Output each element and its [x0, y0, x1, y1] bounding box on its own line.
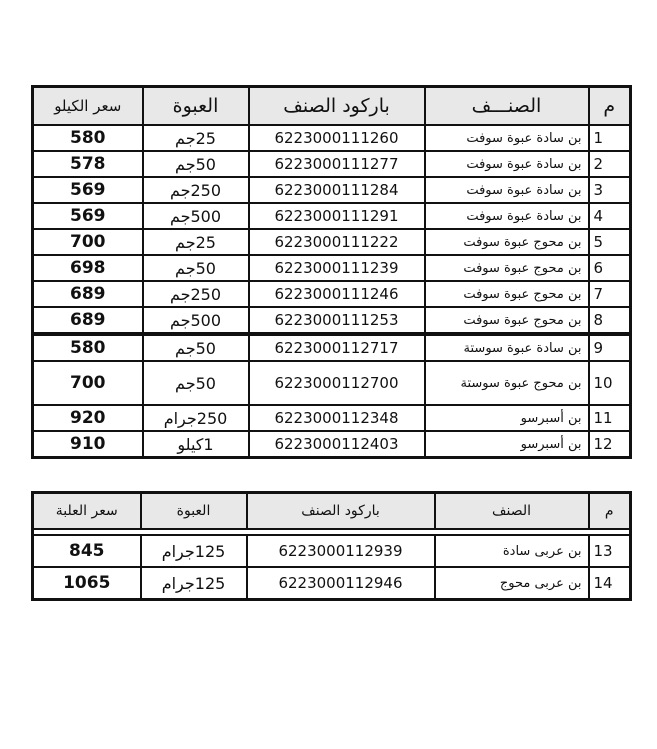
header-item: الصنف	[435, 493, 589, 530]
barcode: 6223000112717	[249, 334, 425, 361]
row-index: 9	[589, 334, 631, 361]
table-row	[33, 361, 631, 405]
row-index: 4	[589, 203, 631, 229]
price: 920	[33, 405, 143, 431]
header-pack: العبوة	[141, 493, 247, 530]
pack-size: 50جم	[143, 334, 249, 361]
header-barcode: باركود الصنف	[249, 87, 425, 126]
price-table-2	[31, 491, 632, 601]
item-name: بن عربى محوج	[435, 567, 589, 600]
table-row	[33, 334, 631, 361]
row-index: 3	[589, 177, 631, 203]
barcode: 6223000111239	[249, 255, 425, 281]
row-index: 12	[589, 431, 631, 458]
table-row	[33, 535, 631, 567]
item-name: بن عربى سادة	[435, 535, 589, 567]
row-index: 7	[589, 281, 631, 307]
pack-size: 250جم	[143, 281, 249, 307]
item-name: بن سادة عبوة سوفت	[425, 125, 589, 151]
item-name: بن سادة عبوة سوفت	[425, 151, 589, 177]
pack-size: 125جرام	[141, 535, 247, 567]
barcode: 6223000112403	[249, 431, 425, 458]
table-row	[33, 177, 631, 203]
pack-size: 125جرام	[141, 567, 247, 600]
barcode: 6223000112700	[249, 361, 425, 405]
barcode: 6223000111222	[249, 229, 425, 255]
barcode: 6223000111291	[249, 203, 425, 229]
table-row	[33, 307, 631, 334]
price: 580	[33, 125, 143, 151]
header-pack: العبوة	[143, 87, 249, 126]
pack-size: 50جم	[143, 361, 249, 405]
price: 845	[33, 535, 141, 567]
table-row	[33, 151, 631, 177]
item-name: بن محوج عبوة سوفت	[425, 281, 589, 307]
header-index: م	[589, 87, 631, 126]
header-item: الصنـــف	[425, 87, 589, 126]
table-row	[33, 567, 631, 600]
row-index: 8	[589, 307, 631, 334]
row-index: 11	[589, 405, 631, 431]
pack-size: 1كيلو	[143, 431, 249, 458]
barcode: 6223000111284	[249, 177, 425, 203]
price: 910	[33, 431, 143, 458]
price: 689	[33, 281, 143, 307]
price: 569	[33, 203, 143, 229]
header-barcode: باركود الصنف	[247, 493, 435, 530]
pack-size: 25جم	[143, 229, 249, 255]
pack-size: 250جرام	[143, 405, 249, 431]
table-row	[33, 281, 631, 307]
item-name: بن سادة عبوة سوفت	[425, 203, 589, 229]
pack-size: 500جم	[143, 307, 249, 334]
pack-size: 25جم	[143, 125, 249, 151]
table-row	[33, 229, 631, 255]
row-index: 6	[589, 255, 631, 281]
row-index: 1	[589, 125, 631, 151]
pack-size: 500جم	[143, 203, 249, 229]
item-name: بن سادة عبوة سوفت	[425, 177, 589, 203]
table-header-row	[33, 493, 631, 530]
price: 698	[33, 255, 143, 281]
header-price: سعر العلبة	[33, 493, 141, 530]
barcode: 6223000111260	[249, 125, 425, 151]
price: 700	[33, 229, 143, 255]
table-row	[33, 255, 631, 281]
table-row	[33, 405, 631, 431]
price: 700	[33, 361, 143, 405]
item-name: بن أسبرسو	[425, 405, 589, 431]
table-header-row	[33, 87, 631, 126]
barcode: 6223000111277	[249, 151, 425, 177]
barcode: 6223000111253	[249, 307, 425, 334]
price: 689	[33, 307, 143, 334]
table-row	[33, 203, 631, 229]
row-index: 5	[589, 229, 631, 255]
row-index: 14	[589, 567, 631, 600]
item-name: بن سادة عبوة سوستة	[425, 334, 589, 361]
price: 578	[33, 151, 143, 177]
barcode: 6223000112348	[249, 405, 425, 431]
header-index: م	[589, 493, 631, 530]
barcode: 6223000111246	[249, 281, 425, 307]
row-index: 13	[589, 535, 631, 567]
price-table-1	[31, 85, 632, 459]
barcode: 6223000112946	[247, 567, 435, 600]
pack-size: 50جم	[143, 151, 249, 177]
pack-size: 250جم	[143, 177, 249, 203]
item-name: بن أسبرسو	[425, 431, 589, 458]
price: 1065	[33, 567, 141, 600]
barcode: 6223000112939	[247, 535, 435, 567]
pack-size: 50جم	[143, 255, 249, 281]
price: 569	[33, 177, 143, 203]
item-name: بن محوج عبوة سوستة	[425, 361, 589, 405]
table-row	[33, 431, 631, 458]
price: 580	[33, 334, 143, 361]
item-name: بن محوج عبوة سوفت	[425, 307, 589, 334]
row-index: 10	[589, 361, 631, 405]
item-name: بن محوج عبوة سوفت	[425, 229, 589, 255]
item-name: بن محوج عبوة سوفت	[425, 255, 589, 281]
table-row	[33, 125, 631, 151]
row-index: 2	[589, 151, 631, 177]
header-price: سعر الكيلو	[33, 87, 143, 126]
